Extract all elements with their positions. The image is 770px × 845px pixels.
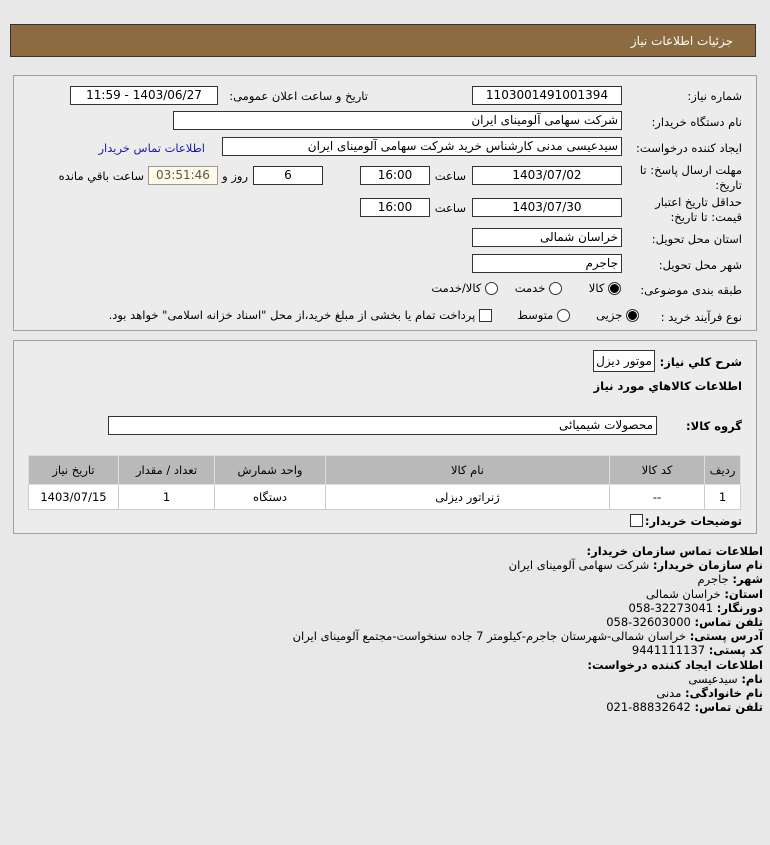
creator-phone-label: تلفن تماس: xyxy=(694,700,763,715)
radio-selected-icon xyxy=(626,309,639,322)
cell-unit: دستگاه xyxy=(215,485,326,510)
validity-time-field[interactable]: 16:00 xyxy=(360,198,430,217)
buyer-contact-link[interactable]: اطلاعات تماس خریدار xyxy=(98,141,205,155)
category-radio-goods[interactable] xyxy=(589,281,621,295)
radio-icon xyxy=(485,282,498,295)
buyer-label: نام دستگاه خریدار: xyxy=(651,115,742,129)
col-qty: تعداد / مقدار xyxy=(119,456,215,485)
category-radio-service[interactable] xyxy=(515,281,562,295)
buyer-notes-checkbox[interactable] xyxy=(630,514,643,527)
radio-label: جزیی xyxy=(596,308,623,322)
fax-label: دورنگار: xyxy=(716,600,763,615)
radio-selected-icon xyxy=(608,282,621,295)
cell-row: 1 xyxy=(705,485,741,510)
org-label: نام سازمان خریدار: xyxy=(652,558,763,573)
province-field[interactable]: خراسان شمالی xyxy=(472,228,622,247)
deadline-time-label: ساعت xyxy=(434,169,466,183)
contact-heading: اطلاعات تماس سازمان خریدار: xyxy=(586,544,763,558)
deadline-date-field[interactable]: 1403/07/02 xyxy=(472,166,622,185)
category-radio-both[interactable] xyxy=(431,281,498,295)
deadline-time-field[interactable]: 16:00 xyxy=(360,166,430,185)
city-label: شهر محل تحویل: xyxy=(658,258,742,272)
goods-table xyxy=(28,455,741,510)
province-value: خراسان شمالی xyxy=(645,586,721,601)
contact-info xyxy=(293,544,763,714)
creator-label: ایجاد کننده درخواست: xyxy=(636,141,742,155)
name-value: سیدعیسی xyxy=(688,671,738,686)
postal-value: 9441111137 xyxy=(631,643,706,658)
province-label: استان محل تحویل: xyxy=(651,232,742,246)
table-header-row xyxy=(29,456,741,485)
page-header: جزئیات اطلاعات نیاز xyxy=(10,24,756,57)
name-label: نام: xyxy=(741,671,763,686)
phone-label: تلفن تماس: xyxy=(694,615,763,630)
goods-group-field[interactable]: محصولات شیمیائی xyxy=(108,416,657,435)
need-desc-label: شرح کلي نیاز: xyxy=(659,355,742,369)
validity-time-label: ساعت xyxy=(434,201,466,215)
announce-field[interactable]: 1403/06/27 - 11:59 xyxy=(70,86,218,105)
city-label: شهر: xyxy=(732,572,763,587)
announce-label: تاریخ و ساعت اعلان عمومی: xyxy=(229,89,368,103)
address-value: خراسان شمالی-شهرستان جاجرم-کیلومتر 7 جاده سنخواست-مجتمع آلومینای ایران xyxy=(292,629,687,644)
payment-note: پرداخت تمام یا بخشی از مبلغ خرید،از محل "اسناد خزانه اسلامی" خواهد بود. xyxy=(108,308,476,322)
org-value: شرکت سهامی آلومینای ایران xyxy=(508,558,650,573)
city-value: جاجرم xyxy=(697,572,729,587)
radio-label: کالا xyxy=(588,281,605,295)
radio-label: کالا/خدمت xyxy=(431,281,482,295)
postal-label: کد پستی: xyxy=(708,643,763,658)
creator-field[interactable]: سیدعیسی مدنی کارشناس خرید شرکت سهامی آلومینای ایران xyxy=(222,137,622,156)
creator-phone-value: 021-88832642 xyxy=(606,700,691,715)
province-label: استان: xyxy=(724,586,763,601)
validity-date-field[interactable]: 1403/07/30 xyxy=(472,198,622,217)
treasury-payment-checkbox[interactable] xyxy=(109,308,492,322)
days-label: روز و xyxy=(222,169,248,183)
family-label: نام خانوادگی: xyxy=(685,686,763,701)
cell-qty: 1 xyxy=(119,485,215,510)
deadline-label: مهلت ارسال پاسخ: تا تاریخ: xyxy=(639,163,742,192)
cell-code: -- xyxy=(610,485,705,510)
address-label: آدرس پستی: xyxy=(689,629,763,644)
validity-label: حداقل تاریخ اعتبار قیمت: تا تاریخ: xyxy=(655,195,742,224)
col-name: نام کالا xyxy=(326,456,610,485)
col-code: کد کالا xyxy=(610,456,705,485)
fax-value: 058-32273041 xyxy=(628,600,714,615)
buyer-notes-label: توضیحات خریدار: xyxy=(644,514,742,528)
phone-value: 058-32603000 xyxy=(606,615,691,630)
remaining-timer: 03:51:46 xyxy=(148,166,218,185)
cell-date: 1403/07/15 xyxy=(29,485,119,510)
radio-icon xyxy=(557,309,570,322)
cell-name: ژنراتور دیزلی xyxy=(326,485,610,510)
process-radio-minor[interactable] xyxy=(596,308,639,322)
family-value: مدنی xyxy=(656,686,682,701)
creator-heading: اطلاعات ایجاد کننده درخواست: xyxy=(587,657,763,672)
col-date: تاریخ نیاز xyxy=(29,456,119,485)
radio-label: متوسط xyxy=(517,308,554,322)
col-row: ردیف xyxy=(705,456,741,485)
city-field[interactable]: جاجرم xyxy=(472,254,622,273)
radio-label: خدمت xyxy=(514,281,546,295)
checkbox-icon xyxy=(479,309,492,322)
remaining-label: ساعت باقي مانده xyxy=(58,169,144,183)
radio-icon xyxy=(549,282,562,295)
process-radio-medium[interactable] xyxy=(517,308,570,322)
process-label: نوع فرآیند خرید : xyxy=(660,310,742,324)
days-field[interactable]: 6 xyxy=(253,166,323,185)
need-desc-field[interactable]: موتور دیزل xyxy=(593,350,655,372)
col-unit: واحد شمارش xyxy=(215,456,326,485)
category-label: طبقه بندی موضوعی: xyxy=(640,283,742,297)
table-row xyxy=(29,485,741,510)
goods-heading: اطلاعات کالاهاي مورد نیاز xyxy=(593,379,742,393)
buyer-field[interactable]: شرکت سهامی آلومینای ایران xyxy=(173,111,622,130)
need-number-field[interactable]: 1103001491001394 xyxy=(472,86,622,105)
goods-group-label: گروه کالا: xyxy=(686,419,742,433)
need-number-label: شماره نیاز: xyxy=(687,89,742,103)
